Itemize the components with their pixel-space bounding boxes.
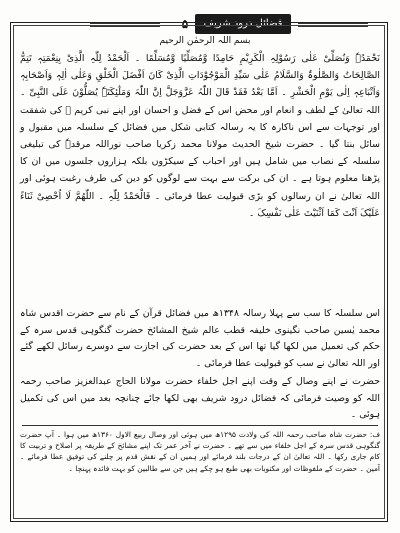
history-paragraph-1: اس سلسلہ کا سب سے پہلا رسالہ ۱۳۴۸ھ میں فضائل قرآن کے نام سے حضرت اقدس شاہ محمد یٰسین صاحب نگینوی خلیفہ قطب عالم شیخ المشائخ حضرت گنگوہی قدس سرہ کے حکم کی تعمیل میں لکھا گیا تھا اس کے بعد حضرت کی اجازت سے دوسرے رسائل لکھے گئے اور اللہ تعالیٰ نے سب کو قبولیت عطا فرمائی ۔ [20,308,380,369]
footnote-divider [22,425,378,426]
bismillah-line: بسم اللہ الرحمٰن الرحیم [159,36,251,46]
page-number: ۵ [181,17,189,31]
body-paragraph: نَحْمَدُہٗ وَنُصَلِّیْ عَلٰی رَسُوْلِہِ الْکَرِیْمِ حَامِدًا وَّمُصَلِّیًا وَّمُسَلِّمًا ۔ اَلْحَمْدُ لِلّٰہِ الَّذِیْ بِنِعْمَتِہٖ تَتِمُّ الصَّالِحَاتُ وَالصَّلٰوۃُ وَالسَّلَامُ عَلٰی سَیِّدِ الْمَوْجُوْدَاتِ الَّذِیْ کَانَ اَفْضَلَ الْخَلْقِ وَعَلٰی اٰلِہٖ وَاَصْحَابِہٖ وَاَتْبَاعِہٖ اِلٰی یَوْمِ الْحَشْرِ ۔ اَمَّا بَعْدُ فَقَدْ قَالَ اللّٰہُ عَزَّوَجَلَّ اِنَّ اللّٰہَ وَمَلٰٓئِکَتَہٗ یُصَلُّوْنَ عَلَی النَّبِیِّ ۔ اللہ تعالیٰ کے لطف و انعام اور محض اس کے فضل و احسان اور اپنے نبی کریم ﷺ کی شفقت اور توجہات سے اس ناکارہ کا یہ رسالہ کتابی شکل میں فضائل کے سلسلہ میں مقبول و سائل بنتا گیا ۔ حضرت شیخ الحدیث مولانا محمد زکریا صاحب نوراللہ مرقدہٗ کی تبلیغی سلسلہ کے نصاب میں شامل ہیں اور احباب کے سیکڑوں بلکہ ہزاروں جلسوں میں ان کا پڑھنا معلوم ہوتا ہے ۔ ان کی برکت سے بہت سے لوگوں کو دین کی طرف رغبت ہوئی اور اللہ تعالیٰ نے ان رسالوں کو بڑی قبولیت عطا فرمائی ۔ فَالْحَمْدُ لِلّٰہِ ۔ اللّٰھُمَّ لَا اُحْصِیْ ثَنَاءً عَلَیْکَ اَنْتَ کَمَا اَثْنَیْتَ عَلٰی نَفْسِکَ ۔ [20,53,380,219]
history-paragraph-2: حضرت نے اپنے وصال کے وقت اپنے اجل خلفاء حضرت مولانا الحاج عبدالعزیز صاحب رحمہ اللہ کو وصیت فرمائی کہ فضائل درود شریف بھی لکھا جائے چنانچہ بعد میں اس کی تکمیل ہوئی ۔ [20,376,380,420]
chapter-title: فضائل درود شریف [195,14,291,34]
history-section [20,306,380,424]
main-text [20,50,380,310]
footnote: ف: حضرت شاہ صاحب رحمہ اللہ کی ولادت ۱۲۹۵ھ میں ہوئی اور وصال ربیع الاول ۱۳۶۰ھ میں ہوا ۔ آپ حضرت گنگوہی قدس سرہ کے اجل خلفاء میں سے تھے ۔ حضرت نے آخر عمر تک اپنے مشائخ کے طریقہ پر اصلاح و تربیت کا کام جاری رکھا ۔ اللہ تعالیٰ ان کے درجات بلند فرمائے اور ہمیں ان کے نقش قدم پر چلنے کی توفیق عطا فرمائے ۔ آمین ۔ حضرت کے ملفوظات اور مکتوبات بھی طبع ہو چکے ہیں جن سے طالبین کو بہت فائدہ پہنچا ۔ [20,430,380,473]
